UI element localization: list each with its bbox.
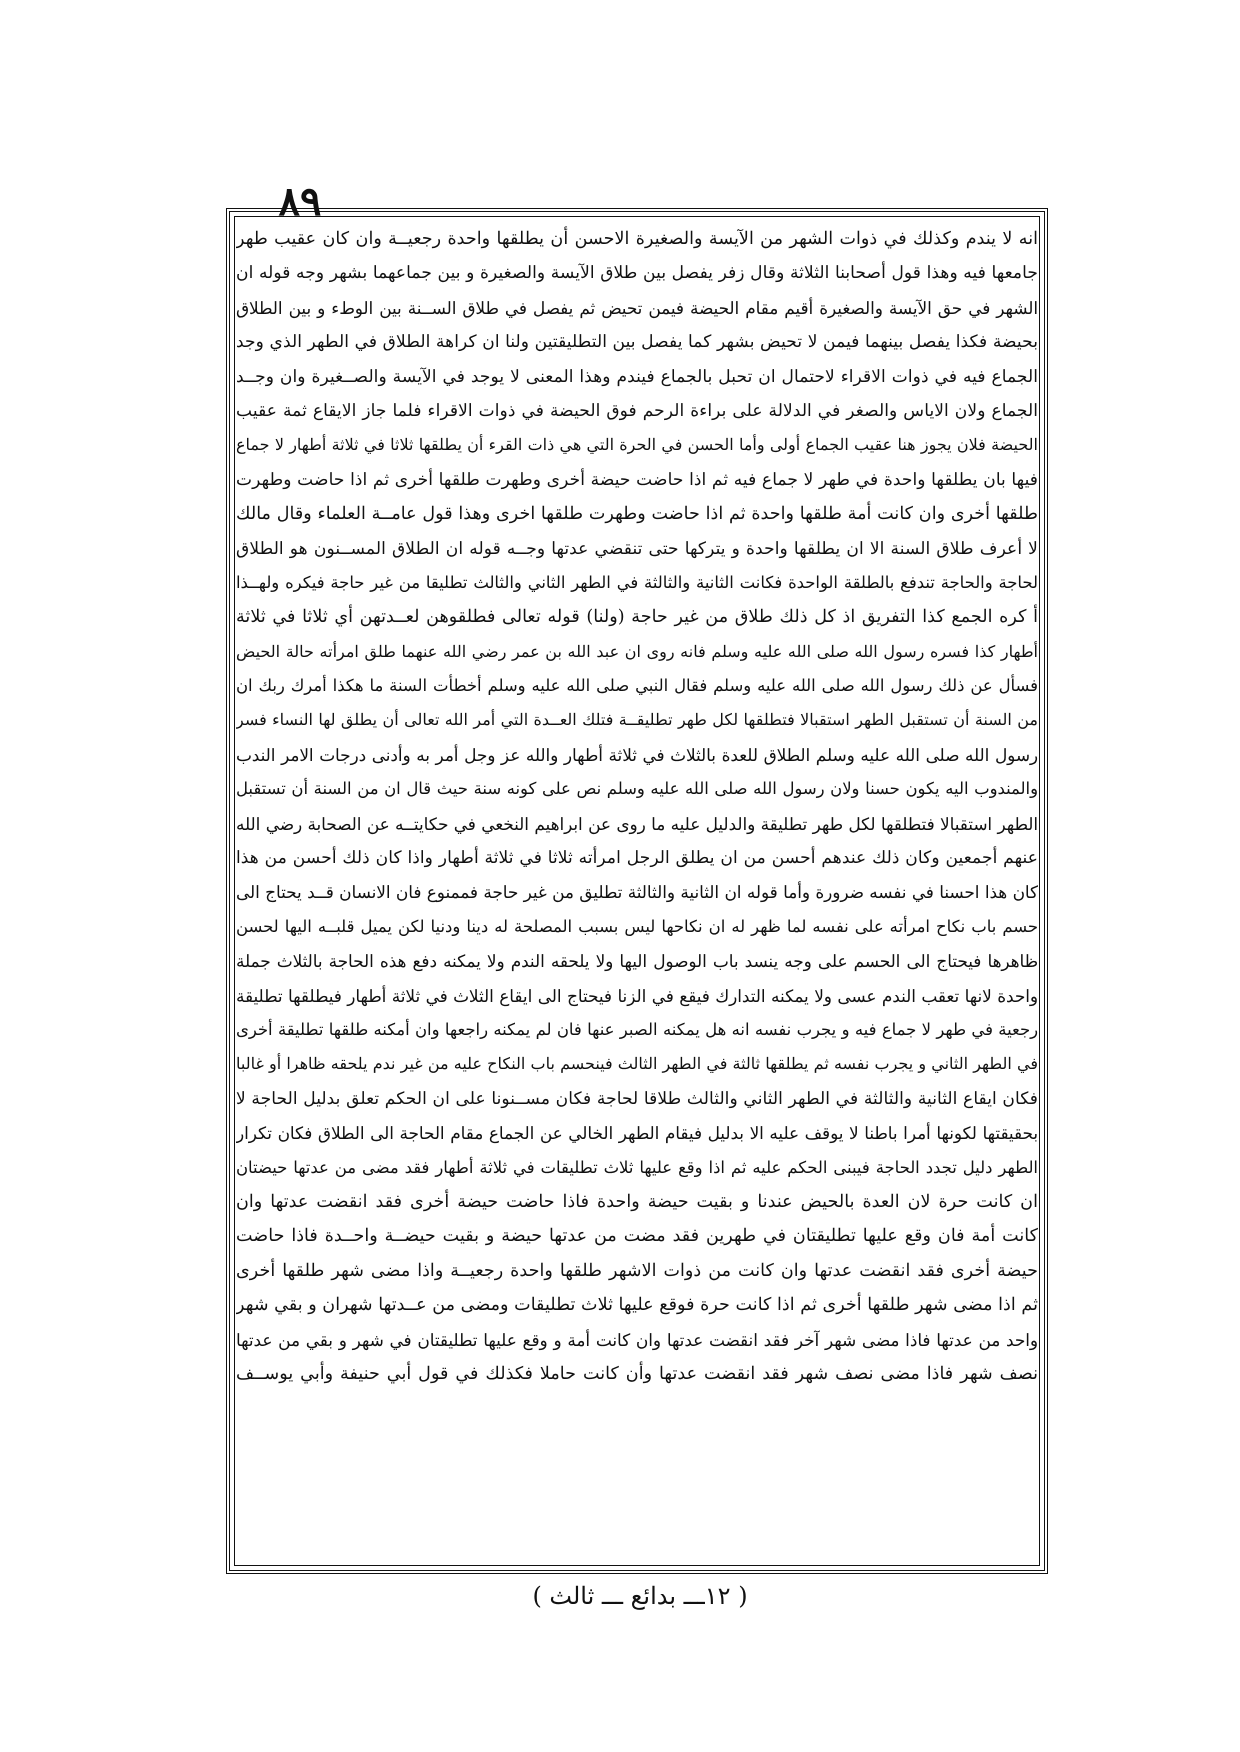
text-line: كانت أمة فان وقع عليها تطليقتان في طهرين فقد مضت من عدتها حيضة و بقيت حيضــة واحــدة فاذا حاضت	[236, 1226, 1038, 1247]
text-line: حيضة أخرى فقد انقضت عدتها وان كانت من ذوات الاشهر طلقها واحدة رجعيــة واذا مضى شهر طلقها أخرى	[236, 1260, 1038, 1281]
text-line: حسم باب نكاح امرأته على نفسه لما ظهر له ان نكاحها ليس بسبب المصلحة له دينا ودنيا لكن يميل قلبــه اليها لحسن	[236, 916, 1038, 936]
text-line: في الطهر الثاني و يجرب نفسه ثم يطلقها ثالثة في الطهر الثالث فينحسم باب النكاح عليه من غير ندم يلحقه ظاهرا أو غالبا	[236, 1054, 1038, 1074]
text-line: فسأل عن ذلك رسول الله صلى الله عليه وسلم فقال النبي صلى الله عليه وسلم أخطأت السنة ما هكذا أمرك ربك ان	[236, 676, 1038, 696]
text-line: انه لا يندم وكذلك في ذوات الشهر من الآيسة والصغيرة الاحسن أن يطلقها واحدة رجعيــة وان كان عقيب طهر	[236, 229, 1038, 249]
text-line: من السنة أن تستقبل الطهر استقبالا فتطلقها لكل طهر تطليقــة فتلك العــدة التي أمر الله تعالى أن يطلق لها النساء فسر	[236, 710, 1038, 730]
text-line: طلقها أخرى وان كانت أمة طلقها واحدة ثم اذا حاضت وطهرت طلقها اخرى وهذا قول عامــة العلماء وقال مالك	[236, 504, 1038, 525]
text-line: الجماع فيه في ذوات الاقراء لاحتمال ان تحبل بالجماع فيندم وهذا المعنى لا يوجد في الآيسة والصــغيرة وان وجــد	[236, 366, 1038, 387]
text-line: الجماع ولان الاياس والصغر في الدلالة على براءة الرحم فوق الحيضة في ذوات الاقراء فلما جاز الايقاع ثمة عقيب	[236, 400, 1038, 421]
text-line: ثم اذا مضى شهر طلقها أخرى ثم اذا كانت حرة فوقع عليها ثلاث تطليقات ومضى من عــدتها شهران و بقي شهر	[236, 1295, 1038, 1316]
text-line: ظاهرها فيحتاج الى الحسم على وجه ينسد باب الوصول اليها ولا يلحقه الندم ولا يمكنه دفع هذه الحاجة بالثلاث جملة	[236, 951, 1038, 972]
text-line: أ كره الجمع كذا التفريق اذ كل ذلك طلاق من غير حاجة (ولنا) قوله تعالى فطلقوهن لعــدتهن أي ثلاثا في ثلاثة	[236, 607, 1038, 628]
page-number: ٨٩	[278, 178, 322, 225]
text-line: الطهر دليل تجدد الحاجة فيبنى الحكم عليه ثم اذا وقع عليها ثلاث تطليقات في ثلاثة أطهار فقد مضى من عدتها حيضتان	[236, 1157, 1038, 1177]
text-line: والمندوب اليه يكون حسنا ولان رسول الله صلى الله عليه وسلم نص على كونه سنة حيث قال ان من السنة أن تستقبل	[236, 779, 1038, 799]
text-line: فيها بان يطلقها واحدة في طهر لا جماع فيه ثم اذا حاضت حيضة أخرى وطهرت طلقها أخرى ثم اذا حاضت وطهرت	[236, 469, 1038, 490]
text-line: واحد من عدتها فاذا مضى شهر آخر فقد انقضت عدتها وان كانت أمة و وقع عليها تطليقتان في شهر و بقي من عدتها	[236, 1329, 1038, 1350]
text-line: كان هذا احسنا في نفسه ضرورة وأما قوله ان الثانية والثالثة تطليق من غير حاجة فممنوع فان الانسان قــد يحتاج الى	[236, 882, 1038, 903]
text-line: نصف شهر فاذا مضى نصف شهر فقد انقضت عدتها وأن كانت حاملا فكذلك في قول أبي حنيفة وأبي يوســف	[236, 1363, 1038, 1384]
text-line: رسول الله صلى الله عليه وسلم الطلاق للعدة بالثلاث في ثلاثة أطهار والله عز وجل أمر به وأدنى درجات الامر الندب	[236, 744, 1038, 765]
text-line: واحدة لانها تعقب الندم عسى ولا يمكنه التدارك فيقع في الزنا فيحتاج الى ايقاع الثلاث في ثلاثة أطهار فيطلقها تطليقة	[236, 985, 1038, 1006]
text-line: الشهر في حق الآيسة والصغيرة أقيم مقام الحيضة فيمن تحيض ثم يفصل في طلاق الســنة بين الوطء و بين الطلاق	[236, 297, 1038, 318]
text-line: بحقيقتها لكونها أمرا باطنا لا يوقف عليه الا بدليل فيقام الطهر الخالي عن الجماع مقام الحاجة الى الطلاق فكان تكرار	[236, 1123, 1038, 1144]
text-line: جامعها فيه وهذا قول أصحابنا الثلاثة وقال زفر يفصل بين طلاق الآيسة والصغيرة و بين جماعهما بشهر وجه قوله ان	[236, 263, 1038, 284]
text-line: عنهم أجمعين وكان ذلك عندهم أحسن من ان يطلق الرجل امرأته ثلاثا في ثلاثة أطهار واذا كان ذلك أحسن من هذا	[236, 848, 1038, 869]
footer-signature: ( ١٢ـــ بدائع ـــ ثالث )	[532, 1582, 748, 1610]
main-text-body	[236, 222, 1038, 1566]
text-line: لا أعرف طلاق السنة الا ان يطلقها واحدة و يتركها حتى تنقضي عدتها وجــه قوله ان الطلاق المســنون هو الطلاق	[236, 538, 1038, 559]
text-line: الطهر استقبالا فتطلقها لكل طهر تطليقة والدليل عليه ما روى عن ابراهيم النخعي في حكايتــه عن الصحابة رضي الله	[236, 813, 1038, 834]
text-line: رجعية في طهر لا جماع فيه و يجرب نفسه انه هل يمكنه الصبر عنها فان لم يمكنه راجعها وان أمكنه طلقها تطليقة أخرى	[236, 1019, 1038, 1039]
text-line: ان كانت حرة لان العدة بالحيض عندنا و بقيت حيضة واحدة فاذا حاضت حيضة أخرى فقد انقضت عدتها وان	[236, 1191, 1038, 1212]
text-line: أطهار كذا فسره رسول الله صلى الله عليه وسلم فانه روى ان عبد الله بن عمر رضي الله عنهما طلق امرأته حالة الحيض	[236, 641, 1038, 661]
text-line: الحيضة فلان يجوز هنا عقيب الجماع أولى وأما الحسن في الحرة التي هي ذات القرء أن يطلقها ثلاثا في ثلاثة أطهار لا جماع	[236, 435, 1038, 455]
text-line: فكان ايقاع الثانية والثالثة في الطهر الثاني والثالث طلاقا لحاجة فكان مســنونا على ان الحكم تعلق بدليل الحاجة لا	[236, 1088, 1038, 1109]
text-line: بحيضة فكذا يفصل بينهما فيمن لا تحيض بشهر كما يفصل بين التطليقتين ولنا ان كراهة الطلاق في الطهر الذي وجد	[236, 332, 1038, 353]
text-line: لحاجة والحاجة تندفع بالطلقة الواحدة فكانت الثانية والثالثة في الطهر الثاني والثالث تطليقا من غير حاجة فيكره ولهــذا	[236, 572, 1038, 592]
